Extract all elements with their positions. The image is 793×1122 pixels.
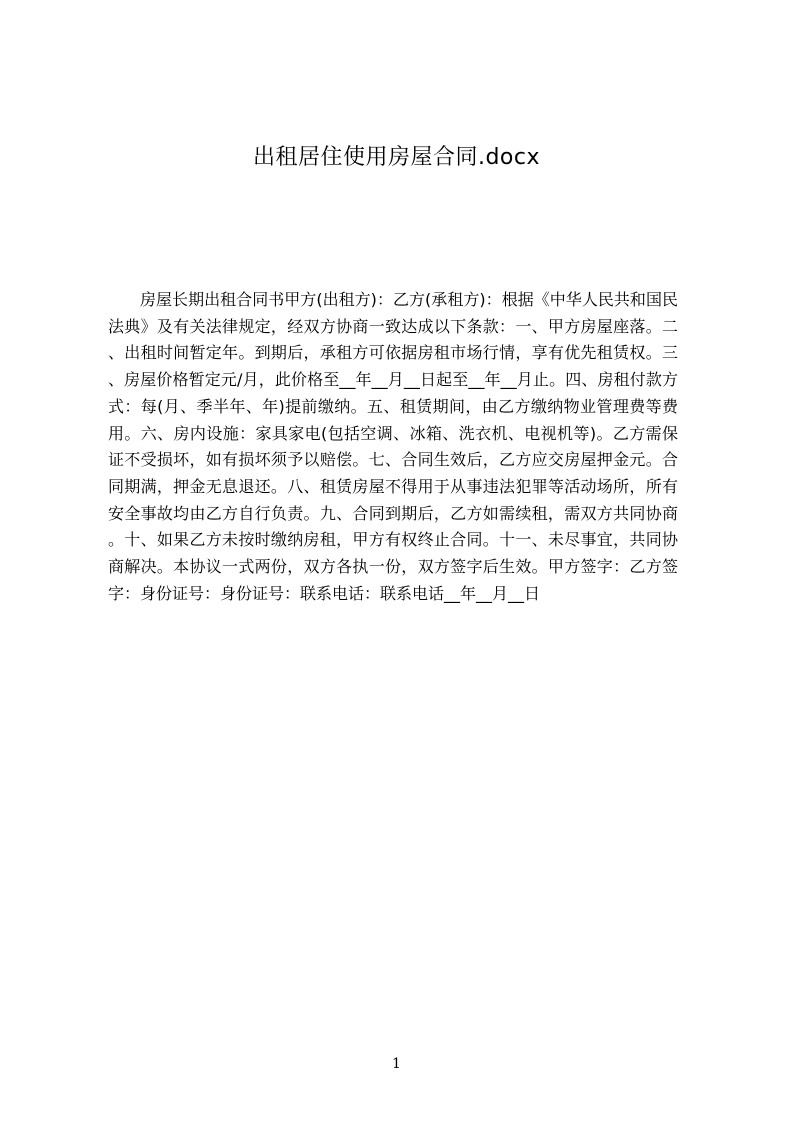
- document-title: 出租居住使用房屋合同.docx: [252, 145, 541, 170]
- page-number: 1: [392, 1056, 401, 1072]
- document-body-paragraph: 房屋长期出租合同书甲方(出租方)：乙方(承租方)：根据《中华人民共和国民法典》及有关法律规定，经双方协商一致达成以下条款：一、甲方房屋座落。二、出租时间暂定年。到期后，承租方可依据房租市场行情，享有优先租赁权。三、房屋价格暂定元/月，此价格至__年__月__日起至__年__月止。四、房租付款方式：每(月、季半年、年)提前缴纳。五、租赁期间，由乙方缴纳物业管理费等费用。六、房内设施：家具家电(包括空调、冰箱、洗衣机、电视机等)。乙方需保证不受损坏，如有损坏须予以赔偿。七、合同生效后，乙方应交房屋押金元。合同期满，押金无息退还。八、租赁房屋不得用于从事违法犯罪等活动场所，所有安全事故均由乙方自行负责。九、合同到期后，乙方如需续租，需双方共同协商。十、如果乙方未按时缴纳房租，甲方有权终止合同。十一、未尽事宜，共同协商解决。本协议一式两份，双方各执一份，双方签字后生效。甲方签字：乙方签字：身份证号：身份证号：联系电话：联系电话__年__月__日: [108, 290, 678, 603]
